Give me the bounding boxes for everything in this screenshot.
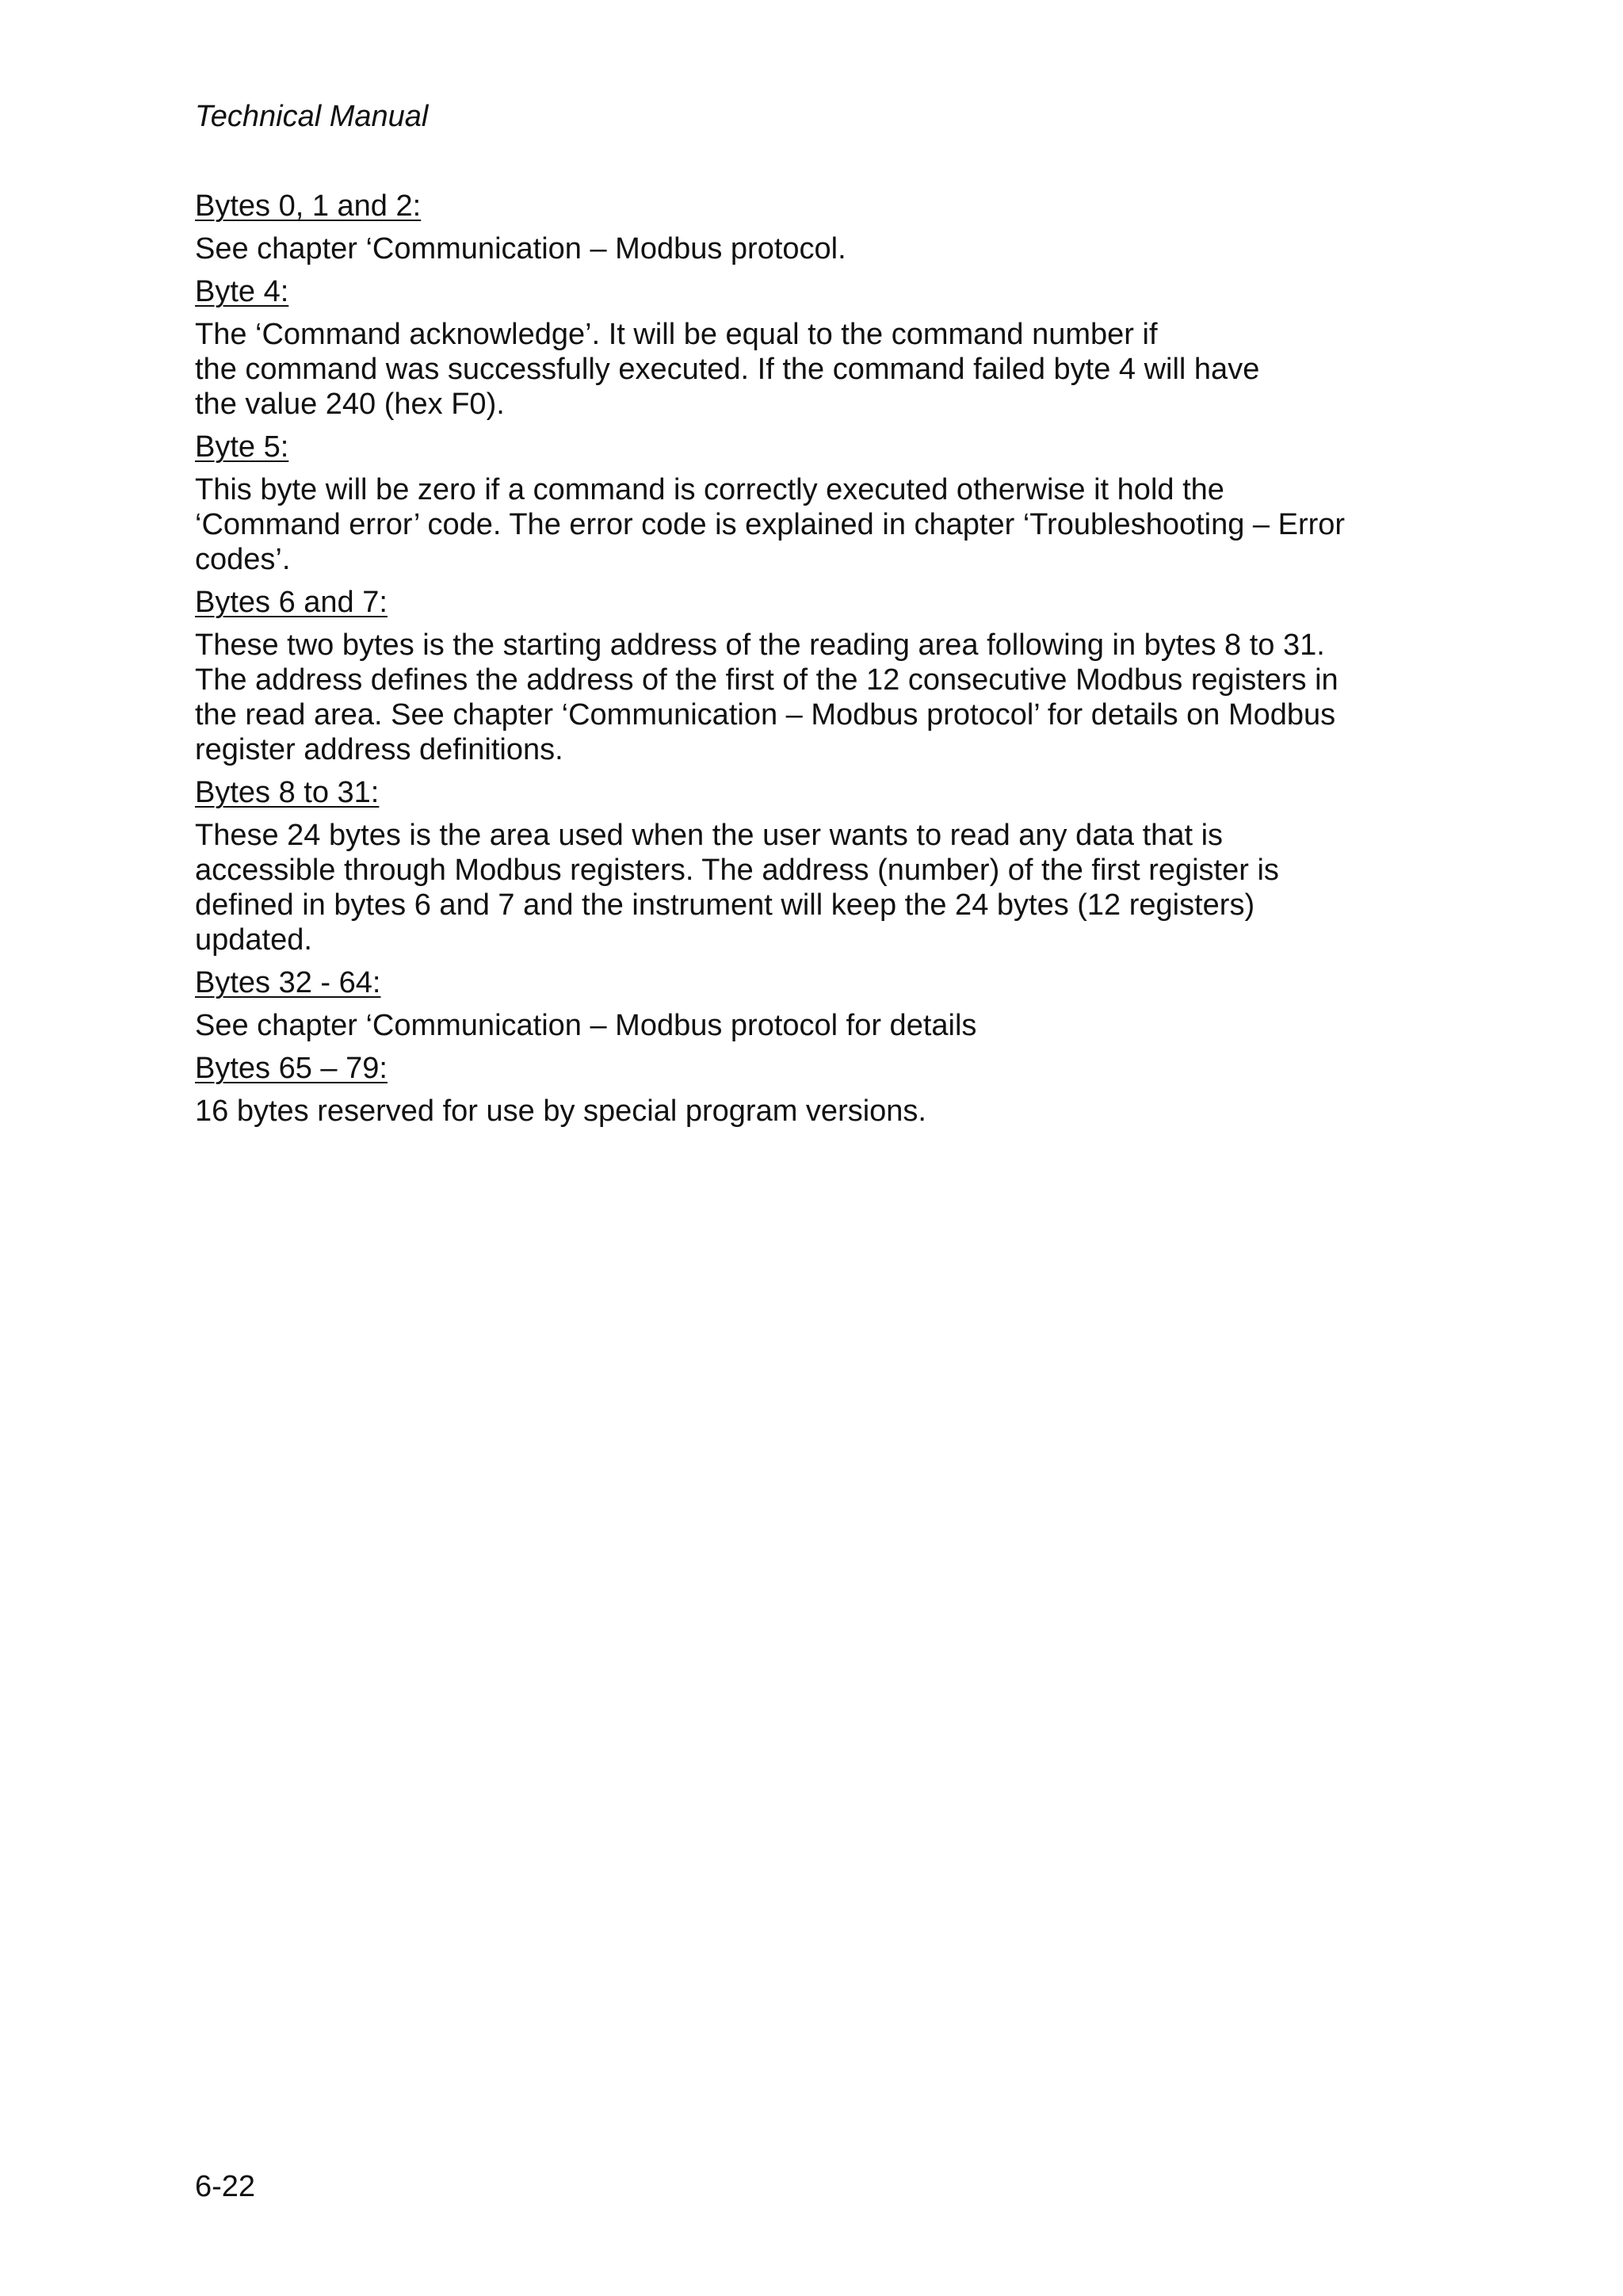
section-byte-4 xyxy=(195,274,1431,422)
body-line: See chapter ‘Communication – Modbus protocol for details xyxy=(195,1009,977,1042)
section-heading: Byte 4: xyxy=(195,275,289,308)
body-line: These two bytes is the starting address of the reading area following in bytes 8 to 31. xyxy=(195,628,1325,662)
body-line: This byte will be zero if a command is correctly executed otherwise it hold the xyxy=(195,473,1224,506)
section-bytes-0-1-2 xyxy=(195,189,1431,266)
section-body xyxy=(195,231,1431,266)
body-line: These 24 bytes is the area used when the user wants to read any data that is xyxy=(195,819,1224,852)
section-body xyxy=(195,317,1431,422)
page-header: Technical Manual xyxy=(195,100,429,133)
page-number: 6-22 xyxy=(195,2170,256,2203)
section-bytes-32-64 xyxy=(195,965,1431,1043)
section-heading: Bytes 8 to 31: xyxy=(195,776,380,809)
body-line: 16 bytes reserved for use by special program versions. xyxy=(195,1095,926,1128)
body-line: See chapter ‘Communication – Modbus protocol. xyxy=(195,232,846,266)
section-bytes-6-7 xyxy=(195,585,1431,767)
section-heading: Bytes 65 – 79: xyxy=(195,1052,388,1085)
body-line: The ‘Command acknowledge’. It will be equal to the command number if xyxy=(195,318,1158,351)
document-body xyxy=(195,189,1431,1137)
body-line: the command was successfully executed. If the command failed byte 4 will have xyxy=(195,353,1260,386)
section-bytes-8-31 xyxy=(195,775,1431,957)
section-body xyxy=(195,472,1431,577)
section-body xyxy=(195,1008,1431,1043)
section-bytes-65-79 xyxy=(195,1051,1431,1129)
body-line: accessible through Modbus registers. The address (number) of the first register is xyxy=(195,854,1279,887)
body-line: the read area. See chapter ‘Communication – Modbus protocol’ for details on Modbus xyxy=(195,698,1336,732)
body-line: register address definitions. xyxy=(195,733,563,766)
section-body xyxy=(195,1094,1431,1129)
section-body xyxy=(195,818,1431,957)
body-line: defined in bytes 6 and 7 and the instrument will keep the 24 bytes (12 registers) xyxy=(195,888,1255,922)
section-body xyxy=(195,628,1431,767)
section-heading: Bytes 6 and 7: xyxy=(195,586,388,619)
body-line: ‘Command error’ code. The error code is explained in chapter ‘Troubleshooting – Error xyxy=(195,508,1346,541)
section-heading: Byte 5: xyxy=(195,430,289,464)
body-line: updated. xyxy=(195,923,312,957)
section-heading: Bytes 32 - 64: xyxy=(195,966,381,999)
body-line: the value 240 (hex F0). xyxy=(195,388,505,421)
section-heading: Bytes 0, 1 and 2: xyxy=(195,189,422,223)
body-line: codes’. xyxy=(195,543,291,576)
section-byte-5 xyxy=(195,430,1431,577)
body-line: The address defines the address of the first of the 12 consecutive Modbus registers in xyxy=(195,663,1338,697)
